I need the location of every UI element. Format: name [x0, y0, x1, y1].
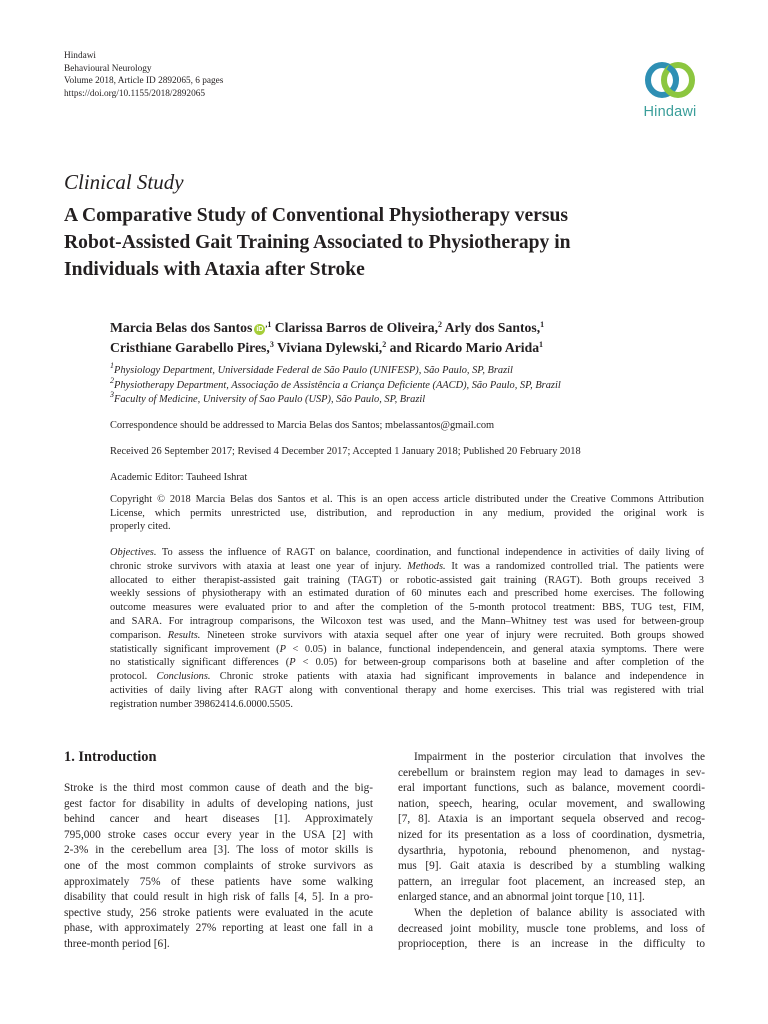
abstract-label-results: Results.: [167, 629, 201, 641]
affiliation-marker: 3: [269, 340, 274, 349]
body-line: disability that could result in high risk of falls [4, 5]. In a pro-: [64, 891, 373, 904]
affiliation-text: Physiotherapy Department, Associação de Assistência a Criança Deficiente (AACD), São Paulo, SP, Brazil: [114, 379, 561, 391]
hindawi-rings-icon: [642, 58, 698, 102]
author-line: [110, 338, 710, 358]
abstract-text: Chronic stroke patients with ataxia had significant improvements in balance and independence in: [210, 671, 704, 683]
body-line: phase, with approximately 27% reporting at least one fall in a: [64, 922, 373, 935]
abstract-text: < 0.05) in balance, functional independencein, and general ataxia symptoms. There were: [285, 643, 705, 655]
abstract-text: To assess the influence of RAGT on balance, coordination, and functional independence in activities of daily living of: [156, 547, 704, 558]
author-name[interactable]: and Ricardo Mario Arida: [386, 340, 540, 355]
affiliation-text: Faculty of Medicine, University of Sao Paulo (USP), São Paulo, SP, Brazil: [114, 394, 426, 406]
abstract-line: weekly sessions of physiotherapy with an estimated duration of 60 minutes each and prescribed home exercises. The following: [110, 588, 704, 600]
author-list: [110, 318, 710, 358]
body-line: dysarthria, hypotonia, rebound phenomenon, and nystag-: [398, 844, 705, 857]
affiliation-item: [110, 390, 561, 408]
section-heading-introduction: 1. Introduction: [64, 749, 157, 765]
abstract-label-objectives: Objectives.: [110, 547, 157, 558]
affiliation-number: 3: [110, 390, 114, 400]
abstract-text: statistically significant improvement (: [110, 643, 280, 655]
p-value-symbol: P: [279, 643, 286, 655]
body-line: When the depletion of balance ability is associated with: [414, 906, 705, 919]
abstract: [110, 546, 704, 712]
author-line: [110, 318, 710, 338]
title-line: A Comparative Study of Conventional Physiotherapy versus: [64, 205, 569, 226]
body-line: proprioception, there is an increase in the difficulty to: [398, 938, 705, 951]
article-category: Clinical Study: [64, 170, 184, 194]
abstract-line: outcome measures were evaluated prior to and after the completion of the 5-month protocol treatment: BBS, TUG test, FIM,: [110, 602, 704, 614]
affiliation-item: [110, 361, 561, 379]
body-column-left: [64, 781, 373, 953]
abstract-line: activities of daily living after RAGT along with conventional therapy and home exercises. This trial was registered with trial: [110, 684, 704, 696]
body-line: spective study, 256 stroke patients were evaluated in the acute: [64, 906, 373, 919]
affiliation-marker: 2: [382, 340, 387, 349]
abstract-text: < 0.05) for between-group comparisons both at baseline and after completion of the: [295, 657, 705, 669]
abstract-text: It was a randomized controlled trial. The patients were: [445, 560, 704, 572]
author-name[interactable]: Cristhiane Garabello Pires,: [110, 340, 270, 355]
affiliation-marker: ,1: [265, 320, 272, 329]
body-line: 2-3% in the cerebellum area [3]. The loss of motor skills is: [64, 844, 373, 857]
body-line: gest factor for disability in adults of developing nations, just: [64, 797, 373, 810]
affiliation-marker: 1: [539, 340, 544, 349]
abstract-line: [110, 629, 704, 643]
title-line: Individuals with Ataxia after Stroke: [64, 259, 365, 280]
body-line: 795,000 stroke cases occur every year in the USA [2] with: [64, 828, 373, 841]
affiliation-number: 2: [110, 375, 114, 385]
body-line: mus [9]. Gait ataxia is described by a stumbling walking: [398, 860, 705, 873]
hindawi-logo: [634, 58, 706, 120]
abstract-label-conclusions: Conclusions.: [156, 671, 211, 683]
author-name[interactable]: Marcia Belas dos Santos: [110, 320, 253, 335]
abstract-line: registration number 39862414.6.0000.5505.: [110, 698, 293, 710]
abstract-text: chronic stroke survivors with ataxia at least one year of injury.: [110, 560, 408, 572]
abstract-line: [110, 656, 704, 670]
affiliation-item: [110, 375, 561, 394]
abstract-line: [110, 670, 704, 684]
body-line: pattern, an irregular foot placement, an increased step, an: [398, 875, 705, 888]
abstract-line: allocated to either therapist-assisted gait training (TAGT) or robotic-assisted gait training (RAGT). Both groups received 3: [110, 574, 704, 586]
abstract-line: [110, 643, 704, 657]
doi-link[interactable]: https://doi.org/10.1155/2018/2892065: [64, 88, 206, 99]
publication-dates: Received 26 September 2017; Revised 4 December 2017; Accepted 1 January 2018; Published 20 February 2018: [110, 446, 581, 457]
orcid-icon[interactable]: iD: [256, 326, 264, 333]
abstract-label-methods: Methods.: [407, 560, 446, 572]
copyright-notice: [110, 493, 704, 534]
logo-wordmark: Hindawi: [643, 104, 697, 120]
body-line: cerebellum or brainstem region may lead to damages in sev-: [398, 766, 705, 779]
copyright-line: properly cited.: [110, 521, 171, 533]
body-line: decreased joint mobility, muscle tone problems, and loss of: [398, 922, 705, 935]
affiliation-marker: 1: [540, 320, 545, 329]
body-line: approximately 75% of these patients have some walking: [64, 875, 373, 888]
affiliations: [110, 361, 561, 408]
author-name[interactable]: Clarissa Barros de Oliveira,: [271, 320, 438, 335]
journal-name: Behavioural Neurology: [64, 63, 152, 74]
body-line: one of the most common complaints of stroke survivors as: [64, 859, 373, 872]
body-line: eral important functions, such as balance, movement coordi-: [398, 782, 705, 795]
affiliation-text: Physiology Department, Universidade Federal de São Paulo (UNIFESP), São Paulo, SP, Brazil: [114, 365, 513, 376]
journal-header: [64, 50, 223, 100]
abstract-text: protocol.: [110, 671, 157, 683]
body-line: [7, 8]. Ataxia is an important sequela observed and recog-: [398, 813, 705, 826]
p-value-symbol: P: [289, 657, 296, 669]
abstract-text: Nineteen stroke survivors with ataxia sequel after one year of injury were recruited. Both groups showed: [200, 629, 704, 641]
body-column-right: [398, 750, 705, 953]
author-name[interactable]: Viviana Dylewski,: [273, 340, 383, 355]
body-line: three-month period [6].: [64, 937, 170, 950]
abstract-line: [110, 560, 704, 574]
copyright-line: Copyright © 2018 Marcia Belas dos Santos et al. This is an open access article distributed under the Creative Commons Attribution: [110, 494, 704, 505]
copyright-line: License, which permits unrestricted use, distribution, and reproduction in any medium, provided the original work is: [110, 507, 704, 519]
body-line: nized for its presentation as a loss of coordination, dysmetria,: [398, 828, 705, 841]
publisher-name: Hindawi: [64, 51, 97, 61]
body-line: Impairment in the posterior circulation that involves the: [414, 751, 705, 763]
affiliation-marker: 2: [438, 320, 442, 329]
article-title: [64, 202, 704, 283]
abstract-line: [110, 546, 704, 560]
author-name[interactable]: Arly dos Santos,: [442, 320, 541, 335]
body-line: behind cancer and heart diseases [1]. Approximately: [64, 813, 373, 826]
body-line: nation, speech, hearing, ocular movement, and swallowing: [398, 797, 705, 810]
body-line: enlarged stance, and an abnormal joint torque [10, 11].: [398, 891, 645, 904]
body-line: Stroke is the third most common cause of death and the big-: [64, 782, 373, 794]
affiliation-number: 1: [110, 361, 114, 370]
title-line: Robot-Assisted Gait Training Associated to Physiotherapy in: [64, 232, 571, 253]
correspondence: Correspondence should be addressed to Marcia Belas dos Santos; mbelassantos@gmail.com: [110, 420, 495, 431]
abstract-line: and SARA. For intragroup comparisons, the Wilcoxon test was used, and the Mann–Whitney test was used for between-group: [110, 615, 704, 627]
abstract-text: comparison.: [110, 629, 168, 641]
volume-info: Volume 2018, Article ID 2892065, 6 pages: [64, 76, 224, 87]
abstract-text: no statistically significant differences (: [110, 657, 290, 669]
academic-editor: Academic Editor: Tauheed Ishrat: [110, 472, 248, 483]
